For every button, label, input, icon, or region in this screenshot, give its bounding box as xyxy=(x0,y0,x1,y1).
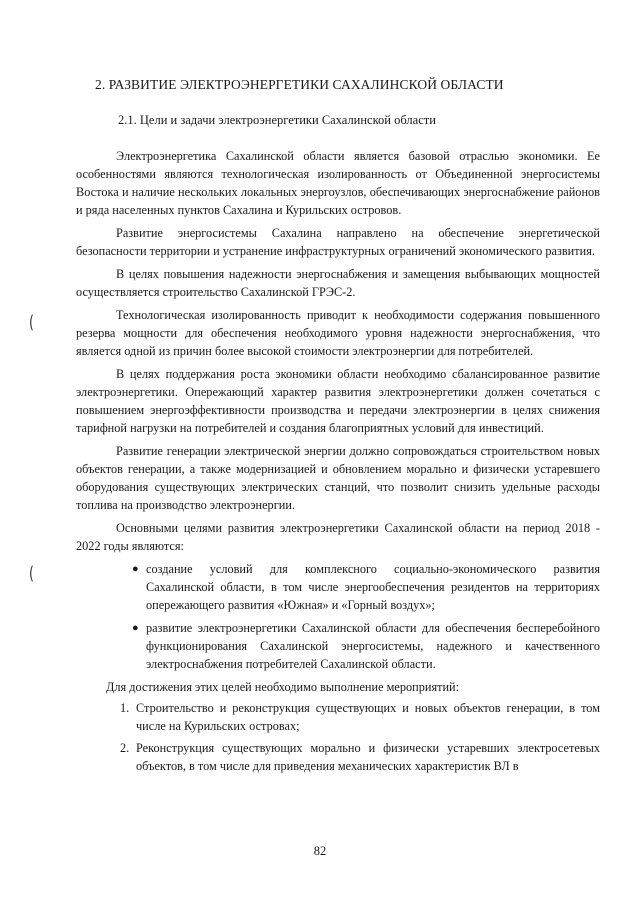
list-item-text: Реконструкция существующих морально и физически устаревших электросетевых объектов, в том числе для приведения механических характеристик ВЛ в xyxy=(136,741,600,773)
list-item-text: создание условий для комплексного социально-экономического развития Сахалинской области, в том числе энергообеспечения резидентов на территориях опережающего развития «Южная» и «Горный воздух»; xyxy=(146,562,600,612)
list-item xyxy=(132,560,600,614)
paragraph: Основными целями развития электроэнергетики Сахалинской области на период 2018 - 2022 годы являются: xyxy=(76,521,600,553)
paragraph: В целях повышения надежности энергоснабжения и замещения выбывающих мощностей осуществляется строительство Сахалинской ГРЭС-2. xyxy=(76,267,600,299)
list-item-text: Строительство и реконструкция существующих и новых объектов генерации, в том числе на Курильских островах; xyxy=(136,701,600,733)
page-number: 82 xyxy=(313,844,327,858)
margin-mark: ( xyxy=(29,563,34,584)
list-item-text: развитие электроэнергетики Сахалинской области для обеспечения бесперебойного функционирования Сахалинской энергосистемы, надежного и качественного электроснабжения потребителей Сахалинской области. xyxy=(146,621,600,671)
document-body xyxy=(76,147,600,779)
list-item-number: 2. xyxy=(120,741,130,755)
subsection-heading: 2.1. Цели и задачи электроэнергетики Сахалинской области xyxy=(118,113,436,127)
list-item xyxy=(132,619,600,673)
paragraph: Технологическая изолированность приводит к необходимости содержания повышенного резерва мощности для обеспечения необходимого уровня надежности энергоснабжения, что является одной из причин более высокой стоимости электроэнергии для потребителей. xyxy=(76,308,600,358)
paragraph: Развитие энергосистемы Сахалина направлено на обеспечение энергетической безопасности территории и устранение инфраструктурных ограничений экономического развития. xyxy=(76,226,600,258)
margin-mark: ( xyxy=(29,312,34,333)
bullet-icon: ● xyxy=(132,622,139,634)
goals-list xyxy=(76,560,600,673)
list-item-number: 1. xyxy=(120,701,130,715)
measures-intro: Для достижения этих целей необходимо выполнение мероприятий: xyxy=(106,680,460,694)
paragraph: Развитие генерации электрической энергии должно сопровождаться строительством новых объектов генерации, а также модернизацией и обновлением морально и физически устаревшего оборудования существующих электрических станций, что позволит снизить удельные расходы топлива на производство электроэнергии. xyxy=(76,444,600,512)
paragraph: В целях поддержания роста экономики области необходимо сбалансированное развитие электроэнергетики. Опережающий характер развития электроэнергетики должен сочетаться с повышением энергоэффективности производства и передачи электроэнергии в целях снижения тарифной нагрузки на потребителей и создания благоприятных условий для инвестиций. xyxy=(76,367,600,435)
measures-list xyxy=(76,699,600,775)
paragraph: Электроэнергетика Сахалинской области является базовой отраслью экономики. Ее особенностями являются технологическая изолированность от Объединенной энергосистемы Востока и наличие нескольких локальных энергоузлов, обеспечивающих энергоснабжение районов и ряда населенных пунктов Сахалина и Курильских островов. xyxy=(76,149,600,217)
list-item xyxy=(120,699,600,735)
bullet-icon: ● xyxy=(132,563,139,575)
list-item xyxy=(120,739,600,775)
section-heading: 2. РАЗВИТИЕ ЭЛЕКТРОЭНЕРГЕТИКИ САХАЛИНСКОЙ ОБЛАСТИ xyxy=(95,77,504,92)
